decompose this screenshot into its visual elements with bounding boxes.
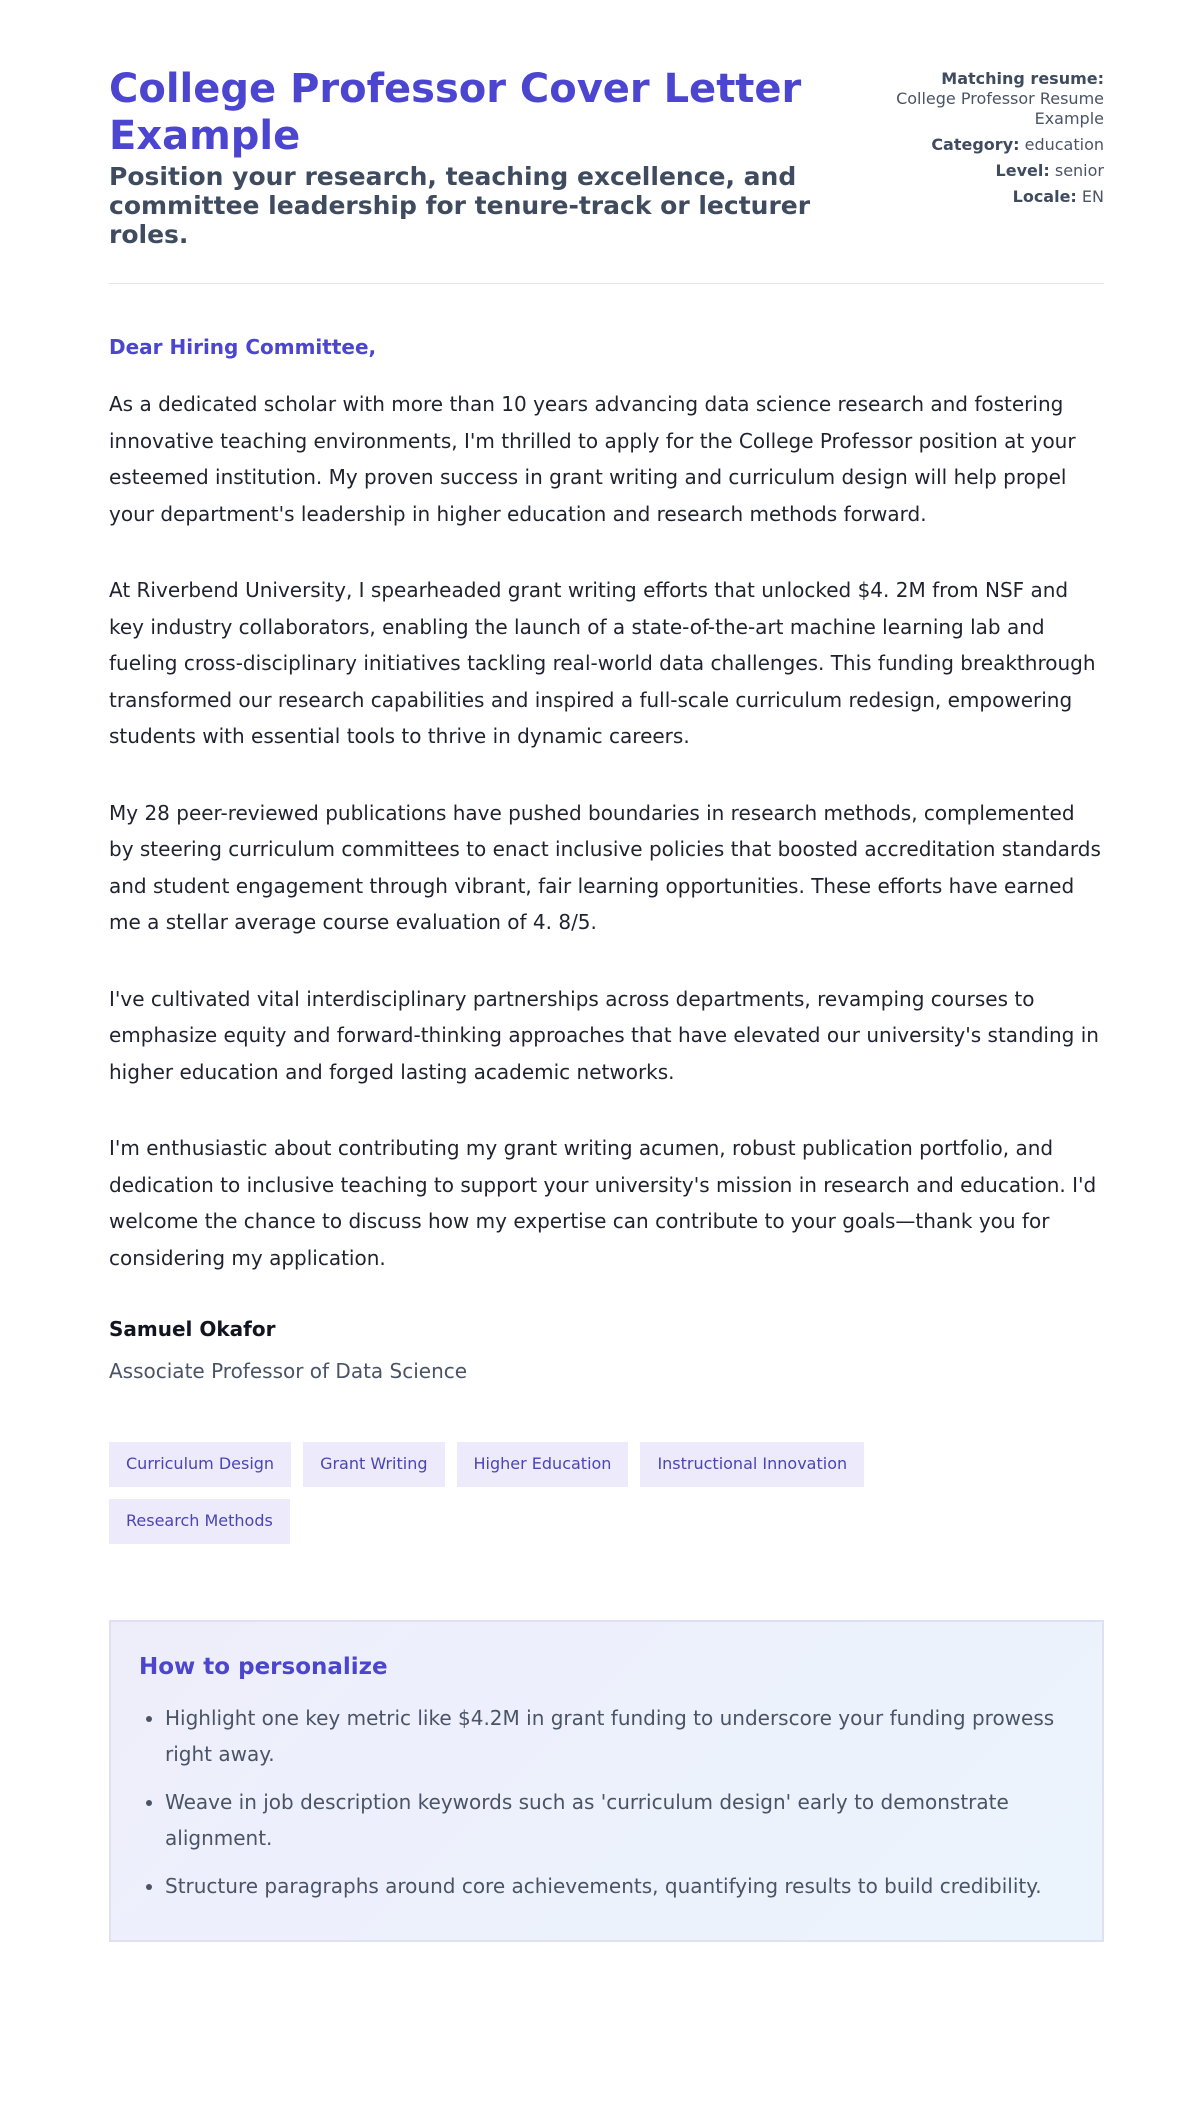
skill-tags (109, 1442, 1009, 1544)
personalize-tip: • Structure paragraphs around core achievements, quantifying results to build credibility. (165, 1868, 1074, 1904)
tag-grant-writing[interactable]: Grant Writing (303, 1442, 444, 1487)
letter-paragraph: As a dedicated scholar with more than 10 years advancing data science research and fostering innovative teaching environments, I'm thrilled to apply for the College Professor position at your esteemed institution. My proven success in grant writing and curriculum design will help propel your department's leadership in higher education and research methods forward. (109, 392, 1076, 526)
letter-body (109, 386, 1104, 1276)
signature-title: Associate Professor of Data Science (109, 1359, 468, 1383)
tag-higher-education[interactable]: Higher Education (457, 1442, 629, 1487)
personalize-panel (109, 1620, 1104, 1942)
personalize-tip: • Highlight one key metric like $4.2M in grant funding to underscore your funding prowess right away. (165, 1700, 1074, 1772)
letter-paragraph: I've cultivated vital interdisciplinary partnerships across departments, revamping courses to emphasize equity and forward-thinking approaches that have elevated our university's standing in higher education and forged lasting academic networks. (109, 986, 1099, 1084)
meta-category-label: Category: (931, 135, 1020, 154)
meta-matching-resume-link[interactable]: College Professor Resume Example (896, 89, 1104, 128)
header-titles (109, 66, 865, 249)
page-title: College Professor Cover Letter Example (109, 66, 802, 159)
letter-greeting: Dear Hiring Committee, (109, 335, 377, 359)
meta-locale-value: EN (1081, 187, 1104, 206)
tag-curriculum-design[interactable]: Curriculum Design (109, 1442, 291, 1487)
page-header (109, 66, 1104, 284)
meta-matching-resume-label: Matching resume: (941, 69, 1104, 88)
signature-block (109, 1316, 1104, 1384)
meta-matching-resume (865, 69, 1104, 129)
tag-research-methods[interactable]: Research Methods (109, 1499, 290, 1544)
letter-paragraph: I'm enthusiastic about contributing my grant writing acumen, robust publication portfolio, and dedication to inclusive teaching to support your university's mission in research and education. I'd welcome the chance to discuss how my expertise can contribute to your goals—thank you for considering my application. (109, 1136, 1097, 1270)
meta-level (865, 161, 1104, 181)
signature-name: Samuel Okafor (109, 1317, 276, 1341)
letter-paragraph: At Riverbend University, I spearheaded grant writing efforts that unlocked $4. 2M from NSF and key industry collaborators, enabling the launch of a state-of-the-art machine learning lab and fueling cross-disciplinary initiatives tackling real-world data challenges. This funding breakthrough transformed our research capabilities and inspired a full-scale curriculum redesign, empowering students with essential tools to thrive in dynamic careers. (109, 578, 1096, 748)
meta-level-label: Level: (995, 161, 1050, 180)
personalize-tips-list (139, 1700, 1074, 1904)
meta-locale (865, 187, 1104, 207)
personalize-heading: How to personalize (139, 1654, 388, 1680)
personalize-tip: • Weave in job description keywords such as 'curriculum design' early to demonstrate alignment. (165, 1784, 1074, 1856)
meta-level-value: senior (1054, 161, 1104, 180)
letter-meta (865, 69, 1104, 213)
tag-instructional-innovation[interactable]: Instructional Innovation (640, 1442, 864, 1487)
meta-category (865, 135, 1104, 155)
page-subtitle: Position your research, teaching excellence, and committee leadership for tenure-track or lecturer roles. (109, 162, 811, 249)
meta-category-value: education (1024, 135, 1104, 154)
meta-locale-label: Locale: (1012, 187, 1077, 206)
letter-paragraph: My 28 peer-reviewed publications have pushed boundaries in research methods, complemented by steering curriculum committees to enact inclusive policies that boosted accreditation standards and student engagement through vibrant, fair learning opportunities. These efforts have earned me a stellar average course evaluation of 4. 8/5. (109, 800, 1101, 934)
